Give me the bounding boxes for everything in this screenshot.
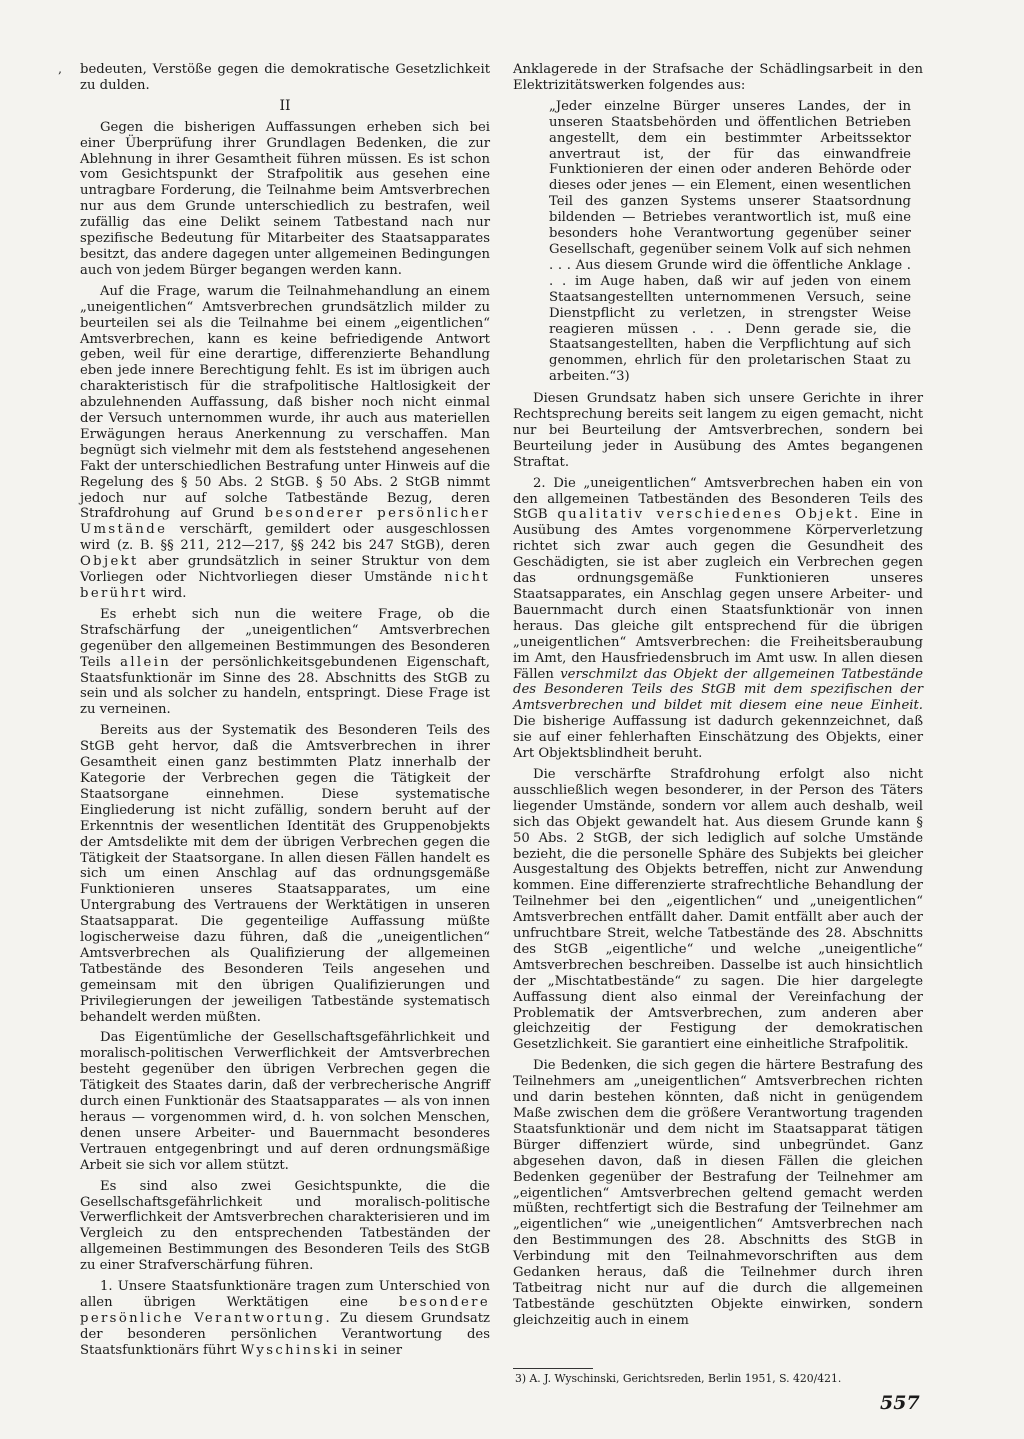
text-run: Die bisherige Auffassung ist dadurch gekennzeichnet, daß sie auf einer fehlerhaften Einschätzung des Objekts, einer Art Objektsblindheit beruht. [513,714,923,762]
paragraph: Die Bedenken, die sich gegen die härtere Bestrafung des Teilnehmers am „uneigentlichen“ Amtsverbrechen richten und darin bestehen könnten, daß nicht in genügendem Maße zwischen dem die größere Verantwortung tragenden Staatsfunktionär und dem nicht im Staatsapparat tätigen Bürger diffenziert würde, sind unbegründet. Ganz abgesehen davon, daß in diesen Fällen die gleichen Bedenken gegenüber der Bestrafung der Teilnehmer am „eigentlichen“ Amtsverbrechen geltend gemacht werden müßten, rechtfertigt sich die Bestrafung der Teilnehmer am „eigentlichen“ wie „uneigentlichen“ Amtsverbrechen nach den Bestimmungen des 28. Abschnitts des StGB in Verbindung mit den Teilnahmevorschriften aus dem Gedanken heraus, daß die Teilnehmer durch ihren Tatbeitrag nicht nur auf die durch die allgemeinen Tatbestände geschützten Objekte einwirken, sondern gleichzeitig auch in einem [513,1058,923,1328]
paragraph: Das Eigentümliche der Gesellschaftsgefährlichkeit und moralisch-politischen Verwerflichkeit der Amtsverbrechen besteht gegenüber den übrigen Verbrechen gegen die Tätigkeit des Staates darin, daß der verbrecherische Angriff durch einen Funktionär des Staatsapparates — als von innen heraus — vorgenommen wird, d. h. von solchen Menschen, denen unsere Arbeiter- und Bauernmacht besonderes Vertrauen entgegenbringt und auf deren ordnungsmäßige Arbeit sie sich vor allem stützt. [80,1030,490,1173]
text-run: Eine in Ausübung des Amtes vorgenommene Körperverletzung richtet sich zwar auch gegen die Gesundheit des Geschädigten, sie ist aber zugleich ein Verbrechen gegen das ordnungsgemäße Funktionieren unseres Staatsapparates, ein Anschlag gegen unsere Arbeiter- und Bauernmacht durch einen Staatsfunktionär von innen heraus. Das gleiche gilt entsprechend für die übrigen „uneigentlichen“ Amtsverbrechen: die Freiheitsberaubung im Amt, den Hausfriedensbruch im Amt usw. In allen diesen Fällen [513,507,923,682]
paragraph [80,1279,490,1359]
spaced-emphasis: besondere persönliche Verantwortung. [80,1294,490,1326]
spaced-emphasis: besonderer persönlicher Umstände [80,506,490,538]
footnote-divider [513,1368,593,1369]
text-run: verschärft, gemildert oder ausgeschlossen wird (z. B. §§ 211, 212—217, §§ 242 bis 247 StGB), deren [80,522,490,554]
paragraph: Diesen Grundsatz haben sich unsere Gerichte in ihrer Rechtsprechung bereits seit langem zu eigen gemacht, nicht nur bei Beurteilung der Amtsverbrechen, sondern bei Beurteilung jeder in Ausübung des Amtes begangenen Straftat. [513,391,923,470]
paragraph [80,284,490,602]
text-run: aber grundsätzlich in seiner Struktur von dem Vorliegen oder Nichtvorliegen dieser Umstände [80,554,490,586]
spaced-emphasis: nicht berührt [80,570,490,601]
paragraph: Bereits aus der Systematik des Besonderen Teils des StGB geht hervor, daß die Amtsverbrechen in ihrer Gesamtheit einen ganz bestimmten Platz innerhalb der Kategorie der Verbrechen gegen die Tätigkeit der Staatsorgane einnehmen. Diese systematische Eingliederung ist nicht zufällig, sondern beruht auf der Erkenntnis der wesentlichen Identität des Gruppenobjekts der Amtsdelikte mit dem der übrigen Verbrechen gegen die Tätigkeit der Staatsorgane. In allen diesen Fällen handelt es sich um einen Anschlag auf das ordnungsgemäße Funktionieren unseres Staatsapparates, um eine Untergrabung des Vertrauens der Werktätigen in unseren Staatsapparat. Die gegenteilige Auffassung müßte logischerweise dazu führen, daß die „uneigentlichen“ Amtsverbrechen als Qualifizierung der allgemeinen Tatbestände des Besonderen Teils angesehen und gemeinsam mit den übrigen Qualifizierungen und Privilegierungen der jeweiligen Tatbestände systematisch behandelt werden müßten. [80,723,490,1025]
text-run: in seiner [339,1342,403,1358]
spaced-emphasis: qualitativ verschiedenes Objekt. [557,507,861,523]
block-quote: „Jeder einzelne Bürger unseres Landes, der in unseren Staatsbehörden und öffentlichen Betrieben angestellt, dem ein bestimmter Arbeitssektor anvertraut ist, der für das einwandfreie Funktionieren der einen oder anderen Behörde oder dieses oder jenes — ein Element, einen wesentlichen Teil des ganzen Systems unserer Staatsordnung bildenden — Betriebes verantwortlich ist, muß eine besonders hohe Verantwortung gegenüber seiner Gesellschaft, gegenüber seinem Volk auf sich nehmen . . . Aus diesem Grunde wird die öffentliche Anklage . . . im Auge haben, daß wir auf jeden von einem Staatsangestellten unternommenen Versuch, seine Dienstpflicht zu verletzen, in strengster Weise reagieren müssen . . . Denn gerade sie, die Staatsangestellten, haben die Verpflichtung auf sich genommen, ehrlich für den proletarischen Staat zu arbeiten.“3) [549,98,911,385]
text-run: wird. [147,586,187,601]
paragraph: Gegen die bisherigen Auffassungen erheben sich bei einer Überprüfung ihrer Grundlagen Bedenken, die zur Ablehnung in ihrer Gesamtheit führen müssen. Es ist schon vom Gesichtspunkt der Strafpolitik aus gesehen eine untragbare Forderung, die Teilnahme beim Amtsverbrechen nur aus dem Grunde unterschiedlich zu bestrafen, weil zufällig das eine Delikt seinem Tatbestand nach nur spezifische Bedeutung für Mitarbeiter des Staatsapparates besitzt, das andere dagegen unter allgemeinen Bedingungen auch von jedem Bürger begangen werden kann. [80,119,490,278]
paragraph [513,476,923,762]
italic-emphasis: verschmilzt das Objekt der allgemeinen Tatbestände des Besonderen Teils des StGB mit dem spezifischen der Amtsverbrechen und bildet mit diesem eine neue Einheit. [513,666,923,714]
paragraph: Es sind also zwei Gesichtspunkte, die die Gesellschaftsgefährlichkeit und moralisch-politische Verwerflichkeit der Amtsverbrechen charakterisieren und im Vergleich zu den entsprechenden Tatbeständen der allgemeinen Bestimmungen des Besonderen Teils des StGB zu einer Strafverschärfung führen. [80,1178,490,1274]
paragraph: Anklagerede in der Strafsache der Schädlingsarbeit in den Elektrizitätswerken folgendes aus: [513,62,923,93]
text-run: Zu diesem Grundsatz der besonderen persönlichen Verantwortung des Staatsfunktionärs führt [80,1310,490,1358]
right-column [513,62,923,1334]
left-column [80,62,490,1364]
section-heading: II [279,97,291,114]
text-run: Es erhebt sich nun die weitere Frage, ob die Strafschärfung der „uneigentlichen“ Amtsverbrechen gegenüber den allgemeinen Bestimmungen des Besonderen Teils [80,606,490,670]
margin-mark: ‚ [58,62,62,76]
footnote: 3) A. J. Wyschinski, Gerichtsreden, Berlin 1951, S. 420/421. [515,1372,842,1385]
text-run: Auf die Frage, warum die Teilnahmehandlung an einem „uneigentlichen“ Amtsverbrechen grundsätzlich milder zu beurteilen sei als die Teilnahme bei einem „eigentlichen“ Amtsverbrechen, kann es keine befriedigende Antwort geben, weil für eine derartige, differenzierte Behandlung eben jede innere Berechtigung fehlt. Es ist im übrigen auch charakteristisch für die strafpolitische Haltlosigkeit der abzulehnenden Auffassung, daß bisher noch nicht einmal der Versuch unternommen wurde, ihr auch aus materiellen Erwägungen heraus Anerkennung zu verschaffen. Man begnügt sich vielmehr mit dem als feststehend angesehenen Fakt der unterschiedlichen Bestrafung unter Hinweis auf die Regelung des § 50 Abs. 2 StGB. § 50 Abs. 2 StGB nimmt jedoch nur auf solche Tatbestände Bezug, deren Strafdrohung auf Grund [80,283,490,522]
spaced-emphasis: Objekt [80,554,139,570]
paragraph [80,607,490,718]
text-run: 2. Die „uneigentlichen“ Amtsverbrechen haben ein von den allgemeinen Tatbeständen des Besonderen Teils des StGB [513,475,923,523]
paragraph: bedeuten, Verstöße gegen die demokratische Gesetzlichkeit zu dulden. [80,62,490,93]
page-number: 557 [880,1392,920,1414]
paragraph: Die verschärfte Strafdrohung erfolgt also nicht ausschließlich wegen besonderer, in der Person des Täters liegender Umstände, sondern vor allem auch deshalb, weil sich das Objekt gewandelt hat. Aus diesem Grunde kann § 50 Abs. 2 StGB, der sich lediglich auf solche Umstände bezieht, die die personelle Sphäre des Subjekts bei gleicher Ausgestaltung des Objekts betreffen, nicht zur Anwendung kommen. Eine differenzierte strafrechtliche Behandlung der Teilnehmer bei den „eigentlichen“ und „uneigentlichen“ Amtsverbrechen entfällt daher. Damit entfällt aber auch der unfruchtbare Streit, welche Tatbestände des 28. Abschnitts des StGB „eigentliche“ und welche „uneigentliche“ Amtsverbrechen beschreiben. Dasselbe ist auch hinsichtlich der „Mischtatbestände“ zu sagen. Die hier dargelegte Auffassung dient also einmal der Vereinfachung der Problematik der Amtsverbrechen, zum anderen aber gleichzeitig der Festigung der demokratischen Gesetzlichkeit. Sie garantiert eine einheitliche Strafpolitik. [513,766,923,1053]
text-run: der persönlichkeitsgebundenen Eigenschaft, Staatsfunktionär im Sinne des 28. Abschnitts des StGB zu sein und als solcher zu handeln, entspringt. Diese Frage ist zu verneinen. [80,654,490,718]
spaced-emphasis: Wyschinski [240,1342,340,1358]
text-run: 1. Unsere Staatsfunktionäre tragen zum Unterschied von allen übrigen Werktätigen eine [80,1279,490,1310]
spaced-emphasis: allein [120,654,172,670]
